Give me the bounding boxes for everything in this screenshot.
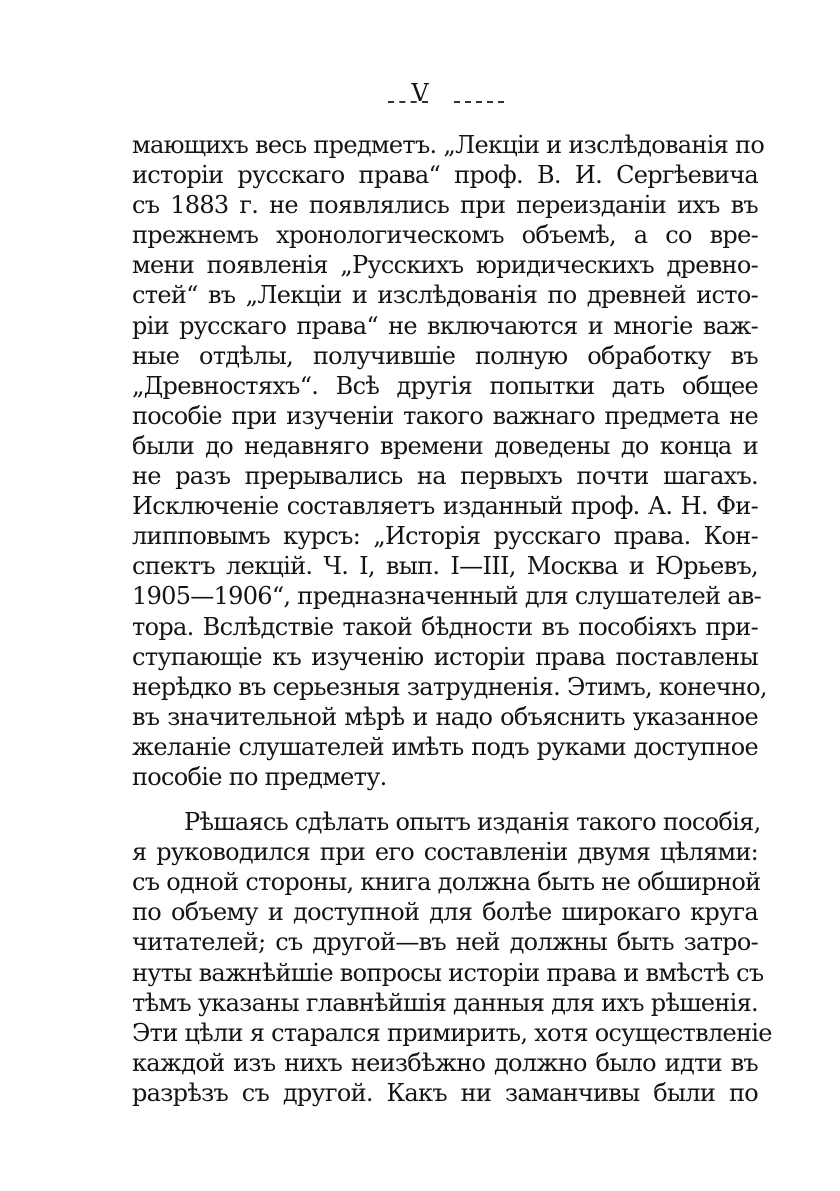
text-line: были до недавняго времени доведены до конца и bbox=[132, 431, 758, 460]
text-line: ступающіе къ изученію исторіи права поставлены bbox=[132, 642, 758, 671]
text-line: каждой изъ нихъ неизбѣжно должно было идти въ bbox=[132, 1048, 758, 1077]
text-line: въ значительной мѣрѣ и надо объяснить указанное bbox=[132, 702, 758, 731]
text-line: Рѣшаясь сдѣлать опытъ изданія такого пособія, bbox=[184, 808, 761, 837]
text-line: Эти цѣли я старался примирить, хотя осуществленіе bbox=[132, 1018, 772, 1047]
text-line: желаніе слушателей имѣть подъ руками доступное bbox=[132, 732, 758, 761]
text-line: я руководился при его составленіи двумя цѣлями: bbox=[132, 838, 758, 867]
text-line: ріи русскаго права“ не включаются и многіе важ- bbox=[132, 311, 758, 340]
text-line: читателей; съ другой—въ ней должны быть затро- bbox=[132, 928, 758, 957]
text-line: по объему и доступной для болѣе широкаго круга bbox=[132, 898, 758, 927]
text-line: Исключеніе составляетъ изданный проф. А. Н. Фи- bbox=[132, 492, 758, 521]
text-line: прежнемъ хронологическомъ объемѣ, а со вре- bbox=[132, 221, 758, 250]
text-line: съ одной стороны, книга должна быть не обширной bbox=[132, 868, 761, 897]
text-line: спектъ лекцій. Ч. I, вып. I—III, Москва и Юрьевъ, bbox=[132, 552, 758, 581]
text-line: ные отдѣлы, получившіе полную обработку въ bbox=[132, 341, 758, 370]
text-line: нерѣдко въ серьезныя затрудненія. Этимъ, конечно, bbox=[132, 672, 767, 701]
paragraph-gap bbox=[132, 792, 758, 807]
text-line: мени появленія „Русскихъ юридическихъ древно- bbox=[132, 251, 758, 280]
text-line: пособіе при изученіи такого важнаго предмета не bbox=[132, 401, 758, 430]
text-line: тора. Вслѣдствіе такой бѣдности въ пособіяхъ при- bbox=[132, 612, 758, 641]
text-line: съ 1883 г. не появлялись при переизданіи ихъ въ bbox=[132, 191, 758, 220]
text-line: тѣмъ указаны главнѣйшія данныя для ихъ рѣшенія. bbox=[132, 988, 758, 1017]
text-line: стей“ въ „Лекціи и изслѣдованія по древней исто- bbox=[132, 281, 758, 310]
paragraph-2 bbox=[132, 807, 772, 1108]
text-line: пособіе по предмету. bbox=[132, 762, 387, 791]
text-line: исторіи русскаго права“ проф. В. И. Сергѣевича bbox=[132, 161, 758, 190]
page-number: V bbox=[411, 79, 429, 107]
text-line: липповымъ курсъ: „Исторія русскаго права. Кон- bbox=[132, 522, 758, 551]
body-text bbox=[132, 130, 772, 1108]
header-rule-right bbox=[454, 101, 504, 103]
text-line: разрѣзъ съ другой. Какъ ни заманчивы были по bbox=[132, 1078, 758, 1107]
paragraph-1 bbox=[132, 130, 767, 792]
text-line: не разъ прерывались на первыхъ почти шагахъ. bbox=[132, 462, 758, 491]
text-line: „Древностяхъ“. Всѣ другія попытки дать общее bbox=[132, 371, 758, 400]
text-line: нуты важнѣйшіе вопросы исторіи права и вмѣстѣ съ bbox=[132, 958, 764, 987]
text-line: 1905—1906“, предназначенный для слушателей ав- bbox=[132, 582, 762, 611]
text-line: мающихъ весь предметъ. „Лекціи и изслѣдованія по bbox=[132, 131, 765, 159]
header-rule-left bbox=[388, 101, 428, 103]
